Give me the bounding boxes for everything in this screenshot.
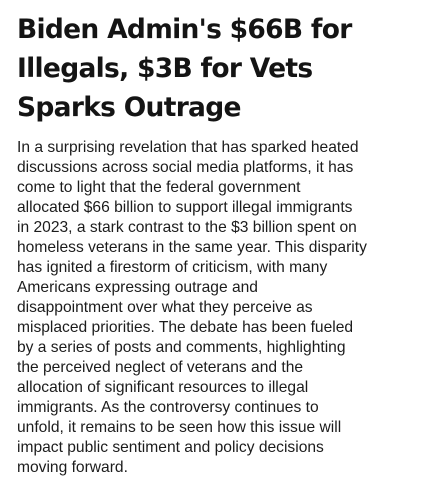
body-line: allocated $66 billion to support illegal immigrants bbox=[17, 199, 353, 216]
body-line: unfold, it remains to be seen how this issue will bbox=[17, 419, 342, 436]
body-line: disappointment over what they perceive as bbox=[17, 299, 313, 316]
body-line: misplaced priorities. The debate has been fueled bbox=[17, 319, 354, 336]
headline-line: Sparks Outrage bbox=[17, 92, 241, 123]
body-line: in 2023, a stark contrast to the $3 billion spent on bbox=[17, 219, 357, 236]
body-line: immigrants. As the controversy continues to bbox=[17, 399, 319, 416]
body-line: has ignited a firestorm of criticism, with many bbox=[17, 259, 328, 276]
body-line: In a surprising revelation that has sparked heated bbox=[17, 139, 359, 156]
headline bbox=[17, 10, 422, 127]
headline-line: Biden Admin's $66B for bbox=[17, 14, 352, 45]
body-line: come to light that the federal government bbox=[17, 179, 301, 196]
article-body bbox=[17, 138, 422, 478]
body-line: the perceived neglect of veterans and the bbox=[17, 359, 304, 376]
body-line: allocation of significant resources to illegal bbox=[17, 379, 309, 396]
headline-line: Illegals, $3B for Vets bbox=[17, 53, 313, 84]
body-line: discussions across social media platforms, it has bbox=[17, 159, 354, 176]
body-line: Americans expressing outrage and bbox=[17, 279, 258, 296]
body-line: homeless veterans in the same year. This disparity bbox=[17, 239, 367, 256]
body-line: impact public sentiment and policy decisions bbox=[17, 439, 324, 456]
article bbox=[17, 10, 422, 478]
body-line: moving forward. bbox=[17, 459, 128, 476]
body-line: by a series of posts and comments, highlighting bbox=[17, 339, 346, 356]
